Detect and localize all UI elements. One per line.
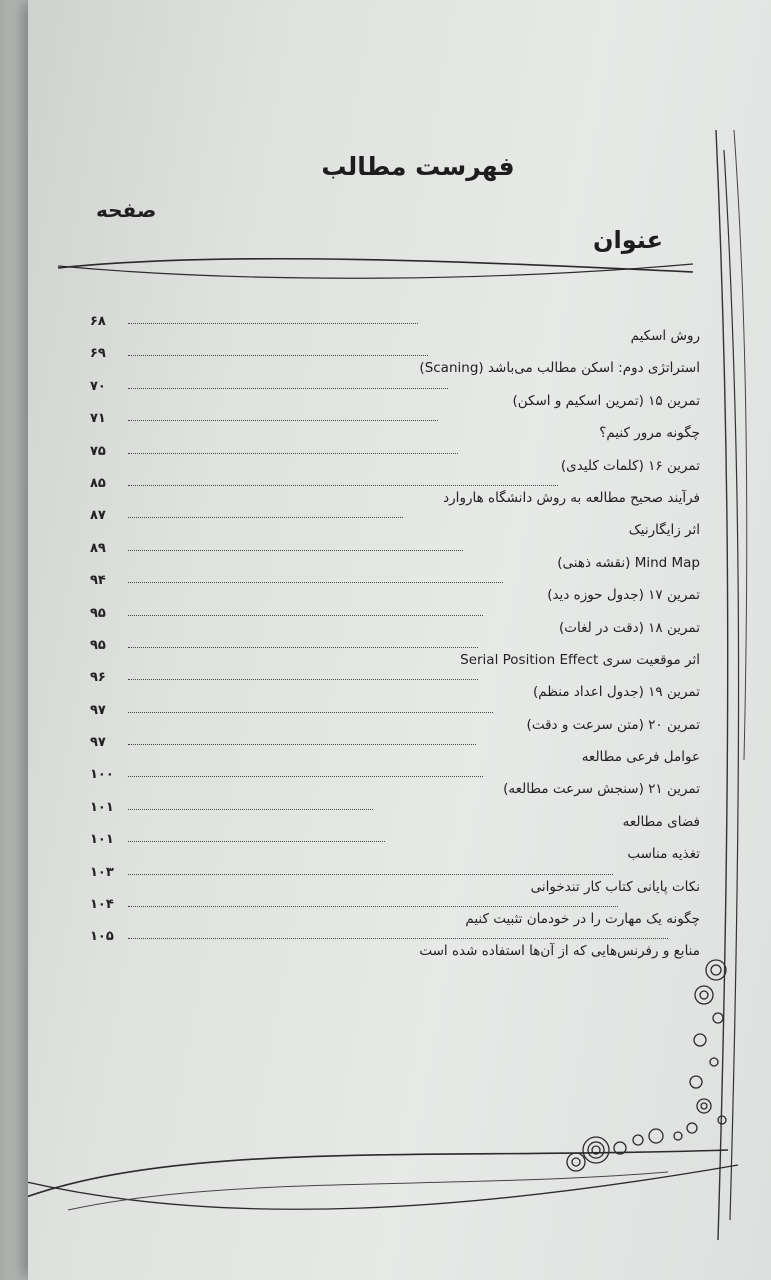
dotted-leader	[128, 355, 428, 356]
book-page	[28, 0, 771, 1280]
toc-entry	[90, 638, 700, 670]
toc-entry-title: تمرین ۱۵ (تمرین اسکیم و اسکن)	[512, 392, 700, 409]
toc-entry-page: ۱۰۵	[90, 929, 114, 945]
toc-entry-page: ۹۵	[90, 637, 106, 653]
dotted-leader	[128, 906, 618, 907]
toc-entry-page: ۶۹	[90, 346, 106, 362]
toc-entry	[90, 541, 700, 573]
dotted-leader	[128, 679, 478, 680]
toc-entry-title: منابع و رفرنس‌هایی که از آن‌ها استفاده شده است	[419, 943, 700, 960]
toc-entry-title: چگونه مرور کنیم؟	[599, 425, 700, 442]
toc-entry-page: ۶۸	[90, 314, 106, 329]
toc-entry-title: تمرین ۲۰ (متن سرعت و دقت)	[526, 716, 700, 733]
toc-entry-page: ۷۵	[90, 443, 106, 459]
toc-entry-title: تمرین ۱۹ (جدول اعداد منظم)	[532, 684, 700, 701]
toc-entry-title: فرآیند صحیح مطالعه به روش دانشگاه هاروارد	[443, 489, 700, 506]
toc-entry	[90, 767, 700, 799]
toc-entry-title: تمرین ۲۱ (سنجش سرعت مطالعه)	[503, 781, 700, 798]
toc-entry	[90, 800, 700, 832]
toc-entry-title: تمرین ۱۷ (جدول حوزه دید)	[547, 587, 700, 604]
page-column-header: صفحه	[96, 198, 157, 222]
title-column-header: عنوان	[593, 226, 663, 254]
dotted-leader	[128, 388, 448, 389]
toc-entry-page: ۹۵	[90, 605, 106, 621]
toc-entry-page: ۷۰	[90, 378, 106, 394]
dotted-leader	[128, 323, 418, 324]
toc-entry-title: اثر زایگارنیک	[628, 522, 700, 539]
toc-entry-page: ۱۰۳	[90, 864, 114, 880]
toc-entry-title: تمرین ۱۶ (کلمات کلیدی)	[560, 457, 700, 474]
dotted-leader	[128, 647, 478, 648]
toc-entry-title: نکات پایانی کتاب کار تندخوانی	[530, 878, 700, 895]
toc-entry-page: ۷۱	[90, 411, 106, 427]
dotted-leader	[128, 841, 385, 842]
toc-entry-title: عوامل فرعی مطالعه	[581, 749, 700, 766]
toc-entry	[90, 411, 700, 443]
table-of-contents	[90, 314, 700, 962]
toc-entry-page: ۱۰۱	[90, 832, 114, 848]
toc-entry	[90, 573, 700, 605]
toc-entry-title: Mind Map (نقشه ذهنی)	[557, 554, 700, 571]
toc-entry	[90, 606, 700, 638]
toc-entry	[90, 476, 700, 508]
dotted-leader	[128, 517, 403, 518]
toc-entry-page: ۹۷	[90, 735, 106, 751]
toc-entry-title: فضای مطالعه	[622, 813, 700, 830]
dotted-leader	[128, 615, 483, 616]
toc-entry	[90, 929, 700, 961]
dotted-leader	[128, 550, 463, 551]
dotted-leader	[128, 776, 483, 777]
toc-entry-page: ۹۴	[90, 573, 106, 589]
toc-entry	[90, 508, 700, 540]
toc-entry	[90, 865, 700, 897]
dotted-leader	[128, 809, 373, 810]
dotted-leader	[128, 744, 476, 745]
toc-entry-title: چگونه یک مهارت را در خودمان تثبیت کنیم	[465, 911, 700, 928]
toc-entry	[90, 379, 700, 411]
toc-entry-page: ۸۹	[90, 540, 106, 556]
toc-entry	[90, 346, 700, 378]
toc-entry	[90, 897, 700, 929]
toc-entry	[90, 703, 700, 735]
toc-entry-title: اثر موقعیت سری Serial Position Effect	[460, 651, 700, 668]
toc-entry	[90, 314, 700, 346]
dotted-leader	[128, 874, 613, 875]
toc-entry-page: ۹۶	[90, 670, 106, 686]
toc-entry-title: روش اسکیم	[630, 328, 700, 344]
toc-entry-title: تمرین ۱۸ (دقت در لغات)	[559, 619, 700, 636]
toc-entry	[90, 444, 700, 476]
page-title: فهرست مطالب	[321, 152, 515, 181]
toc-entry-page: ۹۷	[90, 702, 106, 718]
toc-entry-page: ۸۵	[90, 475, 106, 491]
dotted-leader	[128, 938, 668, 939]
dotted-leader	[128, 420, 438, 421]
toc-entry	[90, 735, 700, 767]
dotted-leader	[128, 712, 493, 713]
toc-entry	[90, 670, 700, 702]
toc-entry-page: ۸۷	[90, 508, 106, 524]
dotted-leader	[128, 453, 458, 454]
dotted-leader	[128, 582, 503, 583]
toc-entry-page: ۱۰۴	[90, 897, 114, 913]
toc-entry-page: ۱۰۰	[90, 767, 114, 783]
toc-entry-title: تغذیه مناسب	[627, 846, 700, 863]
toc-entry-title: استراتژی دوم: اسکن مطالب می‌باشد (Scaning)	[419, 360, 700, 377]
dotted-leader	[128, 485, 558, 486]
toc-entry-page: ۱۰۱	[90, 799, 114, 815]
toc-entry	[90, 832, 700, 864]
